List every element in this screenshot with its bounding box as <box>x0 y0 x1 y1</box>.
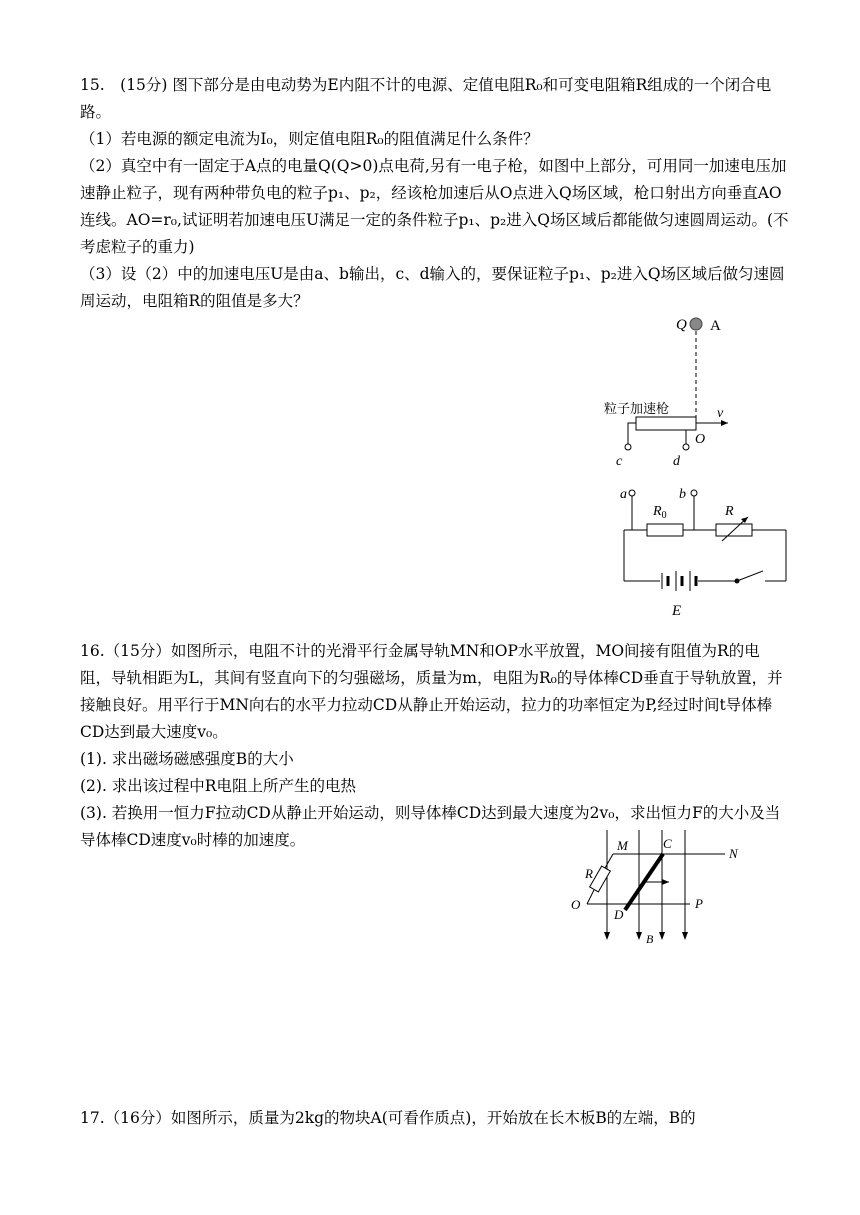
label-Q: Q <box>676 317 687 333</box>
label-R: R <box>585 866 593 881</box>
terminal-b <box>691 490 697 496</box>
q16-part3: (3). 若换用一恒力F拉动CD从静止开始运动，则导体棒CD达到最大速度为2v₀，求出恒力F的大小及当导体棒CD速度v₀时棒的加速度。 <box>80 804 781 849</box>
label-a: a <box>620 487 627 502</box>
label-A: A <box>710 318 721 334</box>
point-charge-A <box>690 318 702 330</box>
wire-M <box>605 854 613 868</box>
q15-part2: （2）真空中有一固定于A点的电量Q(Q>0)点电荷,另有一电子枪，如图中上部分，可用同一加速电压加速静止粒子，现有两种带负电的粒子p₁、p₂，经该枪加速后从O点进入Q场区域，枪口射出方向垂直AO连线。AO=r₀,试证明若加速电压U满足一定的条件粒子p₁、p₂进入Q场区域后都能做匀速圆周运动。(不考虑粒子的重力) <box>80 157 789 256</box>
accelerator-gun <box>636 417 696 430</box>
q16-rail-figure <box>565 830 755 950</box>
label-R0: $R_0$ <box>653 504 667 521</box>
q16-part2: (2). 求出该过程中R电阻上所产生的电热 <box>80 777 356 795</box>
label-M: M <box>617 838 628 853</box>
label-B: B <box>646 932 654 946</box>
label-b: b <box>679 487 686 502</box>
q17-intro: 17.（16分）如图所示，质量为2kg的物块A(可看作质点)，开始放在长木板B的左端，B的 <box>80 1109 696 1127</box>
force-arrowhead-icon <box>662 879 669 885</box>
label-N: N <box>729 846 738 861</box>
terminal-a <box>629 490 635 496</box>
label-D: D <box>614 907 624 922</box>
terminal-c <box>625 444 631 450</box>
q15-intro: 15. (15分) 图下部分是由电动势为E内阻不计的电源、定值电阻R₀和可变电阻箱R组成的一个闭合电路。 <box>80 76 772 121</box>
q15-part3: （3）设（2）中的加速电压U是由a、b输出，c、d输入的，要保证粒子p₁、p₂进入Q场区域后做匀速圆周运动，电阻箱R的阻值是多大？ <box>80 265 785 310</box>
q15-part1: （1）若电源的额定电流为I₀，则定值电阻R₀的阻值满足什么条件？ <box>80 130 539 148</box>
label-c: c <box>616 454 623 469</box>
gun-label: 粒子加速枪 <box>604 402 670 417</box>
label-O: O <box>695 432 706 447</box>
switch-icon <box>737 571 763 581</box>
battery-icon <box>662 571 696 591</box>
label-P: P <box>695 896 703 911</box>
label-v: v <box>717 406 724 421</box>
gun-wire-c <box>628 423 636 444</box>
label-C: C <box>663 836 672 851</box>
label-E: E <box>672 603 682 619</box>
wire-O <box>587 890 594 904</box>
label-d: d <box>673 454 680 469</box>
terminal-d <box>683 444 689 450</box>
label-R: R <box>725 504 734 519</box>
resistor-R0 <box>647 524 683 536</box>
q15-circuit-figure <box>590 305 805 625</box>
label-O: O <box>571 897 581 912</box>
q16-intro: 16.（15分）如图所示，电阻不计的光滑平行金属导轨MN和OP水平放置，MO间接有阻值为R的电阻，导轨相距为L，其间有竖直向下的匀强磁场，质量为m，电阻为R₀的导体棒CD垂直于导轨放置，并接触良好。用平行于MN向右的水平力拉动CD从静止开始运动，拉力的功率恒定为P,经过时间t导体棒CD达到最大速度v₀。 <box>80 642 783 741</box>
q16-part1: (1). 求出磁场磁感强度B的大小 <box>80 750 294 768</box>
